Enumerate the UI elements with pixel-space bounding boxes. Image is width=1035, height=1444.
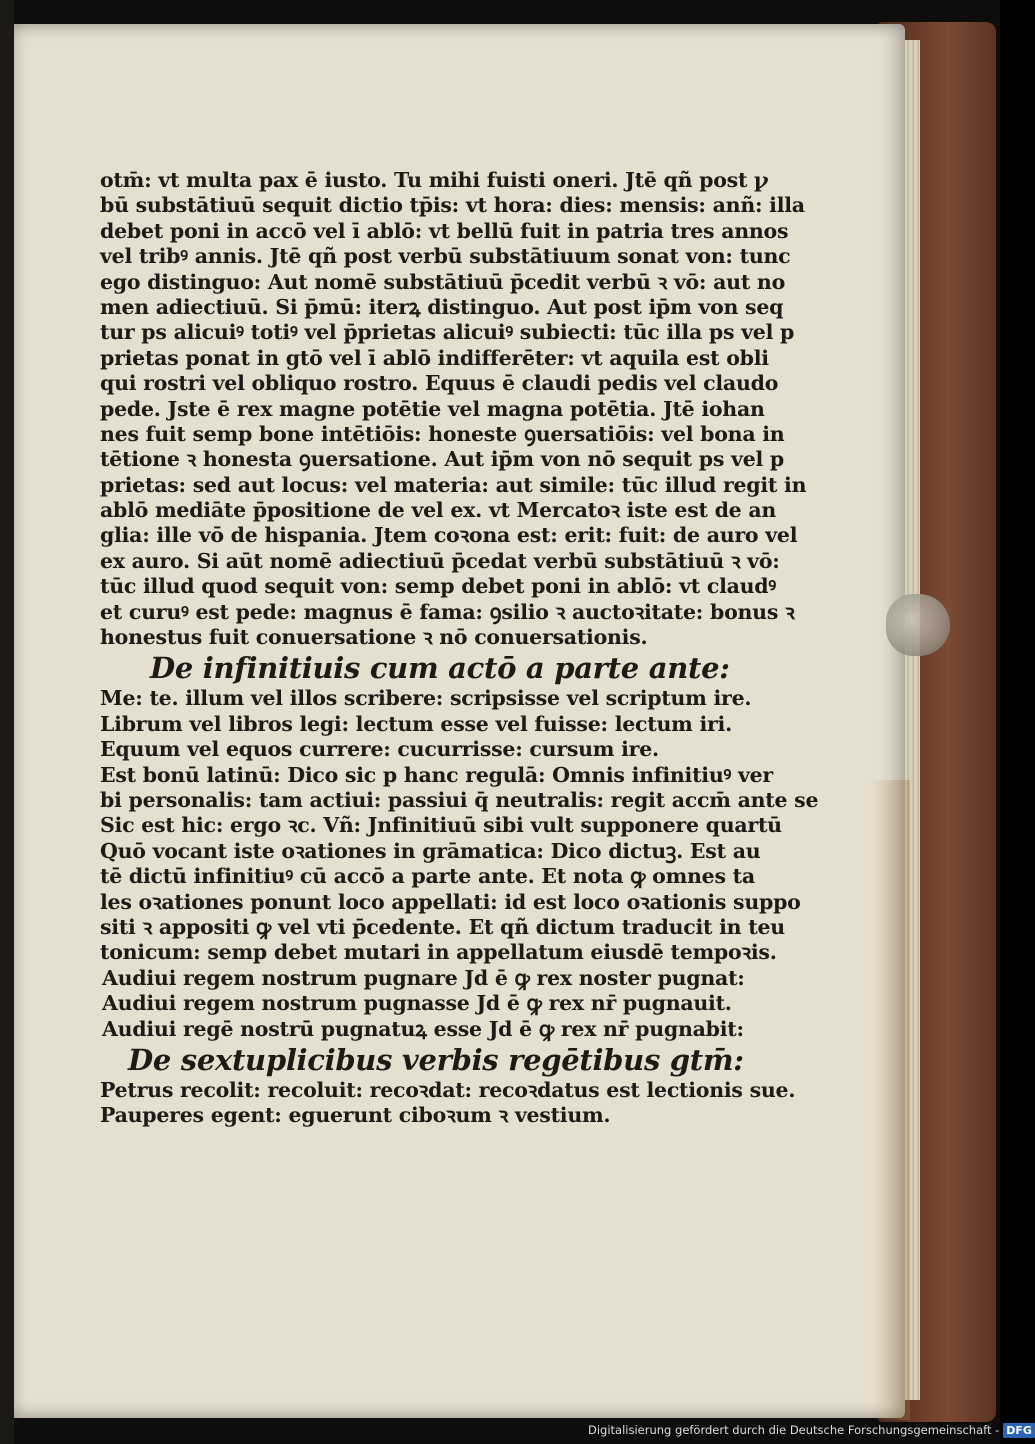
text-line: les oꝛationes ponunt loco appellati: id est loco oꝛationis suppo <box>100 889 801 914</box>
text-line: siti ꝛ appositi ꝙ vel vti p̄cedente. Et qñ dictum traducit in teu <box>100 914 785 939</box>
text-block-examples <box>100 966 770 1042</box>
text-line: bi personalis: tam actiui: passiui q̄ neutralis: regit accm̄ ante se <box>100 787 819 812</box>
text-line: Pauperes egent: eguerunt ciboꝛum ꝛ vestium. <box>100 1103 611 1128</box>
text-line: Audiui regem nostrum pugnare Jd ē ꝙ rex noster pugnat: <box>102 965 745 990</box>
text-line: nes fuit semp bone intētiōis: honeste ꝯuersatiōis: vel bona in <box>100 421 785 446</box>
heading-infinitiuis: De infinitiuis cum actō a parte ante: <box>150 651 730 686</box>
text-line: tētione ꝛ honesta ꝯuersatione. Aut ip̄m von nō sequit ps vel p <box>100 447 784 472</box>
footer-text: Digitalisierung gefördert durch die Deutsche Forschungsgemeinschaft - <box>588 1423 1000 1437</box>
page-stain <box>870 780 910 1420</box>
text-line: Sic est hic: ergo ꝛc. Vñ: Jnfinitiuū sibi vult supponere quartū <box>100 813 782 838</box>
dfg-logo: DFG <box>1003 1423 1035 1438</box>
text-line: men adiectiuū. Si p̄mū: iterꝝ distinguo. Aut post ip̄m von seq <box>100 294 784 319</box>
text-line: honestus fuit conuersatione ꝛ nō conuersationis. <box>100 625 648 650</box>
digitization-footer <box>588 1420 1032 1440</box>
text-block-2 <box>100 686 819 965</box>
text-line: Quō vocant iste oꝛationes in grāmatica: Dico dictuꝫ. Est au <box>100 838 761 863</box>
text-line: pede. Jste ē rex magne potētie vel magna potētia. Jtē iohan <box>100 396 765 421</box>
text-line: debet poni in accō vel ī ablō: vt bellū fuit in patria tres annos <box>100 218 789 243</box>
text-line: tonicum: semp debet mutari in appellatum eiusdē tempoꝛis. <box>100 940 777 965</box>
heading-sextuplicibus: De sextuplicibus verbis regētibus gtm̄: <box>128 1042 744 1077</box>
text-line: prietas: sed aut locus: vel materia: aut simile: tūc illud regit in <box>100 472 807 497</box>
text-line: Equum vel equos currere: cucurrisse: cursum ire. <box>100 737 659 762</box>
text-line: tur ps alicuiꝰ totiꝰ vel p̄prietas alicuiꝰ subiecti: tūc illa ps vel p <box>100 320 795 345</box>
text-line: otm̄: vt multa pax ē iusto. Tu mihi fuisti oneri. Jtē qñ post ꝩ <box>100 168 769 192</box>
text-line: Librum vel libros legi: lectum esse vel fuisse: lectum iri. <box>100 711 732 736</box>
text-line: et curuꝰ est pede: magnus ē fama: ꝯsilio ꝛ auctoꝛitate: bonus ꝛ <box>100 599 795 624</box>
text-line: bū substātiuū sequit dictio tp̄is: vt hora: dies: mensis: anñ: illa <box>100 193 805 218</box>
text-line: ego distinguo: Aut nomē substātiuū p̄cedit verbū ꝛ vō: aut no <box>100 269 786 294</box>
text-line: ex auro. Si aūt nomē adiectiuū p̄cedat verbū substātiuū ꝛ vō: <box>100 548 780 573</box>
text-line: glia: ille vō de hispania. Jtem coꝛona est: erit: fuit: de auro vel <box>100 523 798 548</box>
text-block-4 <box>100 1077 796 1129</box>
text-line: tē dictū infinitiuꝰ cū accō a parte ante. Et nota ꝙ omnes ta <box>100 864 755 889</box>
text-line: prietas ponat in gtō vel ī ablō indifferēter: vt aquila est obli <box>100 345 769 370</box>
text-line: Est bonū latinū: Dico sic p hanc regulā: Omnis infinitiuꝰ ver <box>100 762 773 787</box>
printed-text <box>100 168 819 1129</box>
text-line: Audiui regem nostrum pugnasse Jd ē ꝙ rex nr̄ pugnauit. <box>102 991 732 1016</box>
text-line: tūc illud quod sequit von: semp debet poni in ablō: vt claudꝰ <box>100 574 776 599</box>
page-clip <box>886 594 950 656</box>
text-line: Audiui regē nostrū pugnatuꝝ esse Jd ē ꝙ rex nr̄ pugnabit: <box>102 1016 744 1041</box>
text-block-1 <box>100 168 807 650</box>
text-line: Petrus recolit: recoluit: recoꝛdat: recoꝛdatus est lectionis sue. <box>100 1077 796 1102</box>
book-gutter <box>0 0 14 1444</box>
text-line: qui rostri vel obliquo rostro. Equus ē claudi pedis vel claudo <box>100 371 779 396</box>
text-line: ablō mediāte p̄positione de vel ex. vt Mercatoꝛ iste est de an <box>100 498 777 523</box>
text-line: vel tribꝰ annis. Jtē qñ post verbū substātiuum sonat von: tunc <box>100 244 791 269</box>
text-line: Me: te. illum vel illos scribere: scripsisse vel scriptum ire. <box>100 686 752 711</box>
